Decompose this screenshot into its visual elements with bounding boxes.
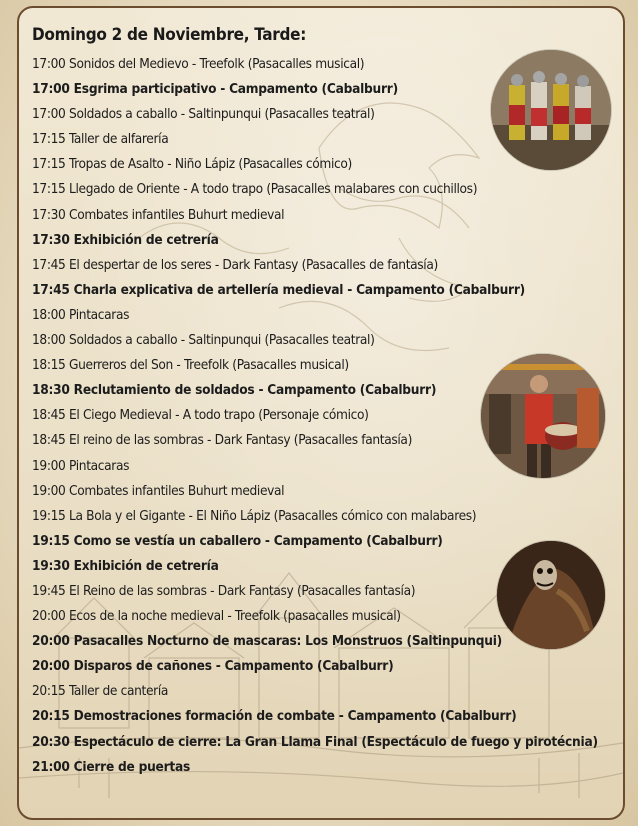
schedule-item: 18:00 Soldados a caballo - Saltinpunqui (Pasacalles teatral) [32, 332, 375, 349]
schedule-item: 17:30 Exhibición de cetrería [32, 231, 219, 248]
schedule-item: 17:00 Soldados a caballo - Saltinpunqui (Pasacalles teatral) [32, 106, 375, 123]
schedule-panel [17, 6, 625, 820]
schedule-item: 20:15 Demostraciones formación de combate - Campamento (Cabalburr) [32, 708, 517, 725]
schedule-item: 20:00 Ecos de la noche medieval - Treefolk (pasacalles musical) [32, 608, 401, 625]
schedule-item: 20:00 Pasacalles Nocturno de mascaras: Los Monstruos (Saltinpunqui) [32, 633, 502, 650]
schedule-item: 19:30 Exhibición de cetrería [32, 557, 219, 574]
schedule-item: 18:30 Reclutamiento de soldados - Campamento (Cabalburr) [32, 382, 437, 399]
schedule-item: 19:00 Combates infantiles Buhurt medieval [32, 482, 285, 499]
schedule-item: 17:15 Taller de alfarería [32, 131, 169, 148]
schedule-item: 17:15 Tropas de Asalto - Niño Lápiz (Pasacalles cómico) [32, 156, 352, 173]
drummer-photo [481, 354, 605, 478]
schedule-item: 17:30 Combates infantiles Buhurt medieval [32, 206, 285, 223]
schedule-item: 20:30 Espectáculo de cierre: La Gran Llama Final (Espectáculo de fuego y pirotécnia) [32, 733, 598, 750]
schedule-item: 17:15 Llegado de Oriente - A todo trapo (Pasacalles malabares con cuchillos) [32, 181, 478, 198]
knights-photo [491, 50, 611, 170]
schedule-item: 18:45 El Ciego Medieval - A todo trapo (Personaje cómico) [32, 407, 369, 424]
schedule-heading: Domingo 2 de Noviembre, Tarde: [32, 25, 307, 45]
schedule-item: 18:15 Guerreros del Son - Treefolk (Pasacalles musical) [32, 357, 349, 374]
schedule-item: 20:15 Taller de cantería [32, 683, 169, 700]
schedule-item: 20:00 Disparos de cañones - Campamento (Cabalburr) [32, 658, 394, 675]
masked-monster-photo [497, 541, 605, 649]
schedule-item: 19:00 Pintacaras [32, 457, 130, 474]
schedule-item: 17:00 Sonidos del Medievo - Treefolk (Pasacalles musical) [32, 56, 365, 72]
schedule-item: 19:15 Como se vestía un caballero - Campamento (Cabalburr) [32, 532, 443, 549]
schedule-item: 21:00 Cierre de puertas [32, 758, 190, 775]
schedule-item: 17:00 Esgrima participativo - Campamento (Cabalburr) [32, 81, 398, 98]
schedule-item: 19:45 El Reino de las sombras - Dark Fantasy (Pasacalles fantasía) [32, 582, 416, 599]
schedule-item: 17:45 Charla explicativa de artellería medieval - Campamento (Cabalburr) [32, 281, 525, 298]
schedule-item: 19:15 La Bola y el Gigante - El Niño Lápiz (Pasacalles cómico con malabares) [32, 507, 477, 524]
schedule-item: 18:00 Pintacaras [32, 306, 130, 323]
schedule-item: 18:45 El reino de las sombras - Dark Fantasy (Pasacalles fantasía) [32, 432, 412, 449]
schedule-item: 17:45 El despertar de los seres - Dark Fantasy (Pasacalles de fantasía) [32, 256, 438, 273]
